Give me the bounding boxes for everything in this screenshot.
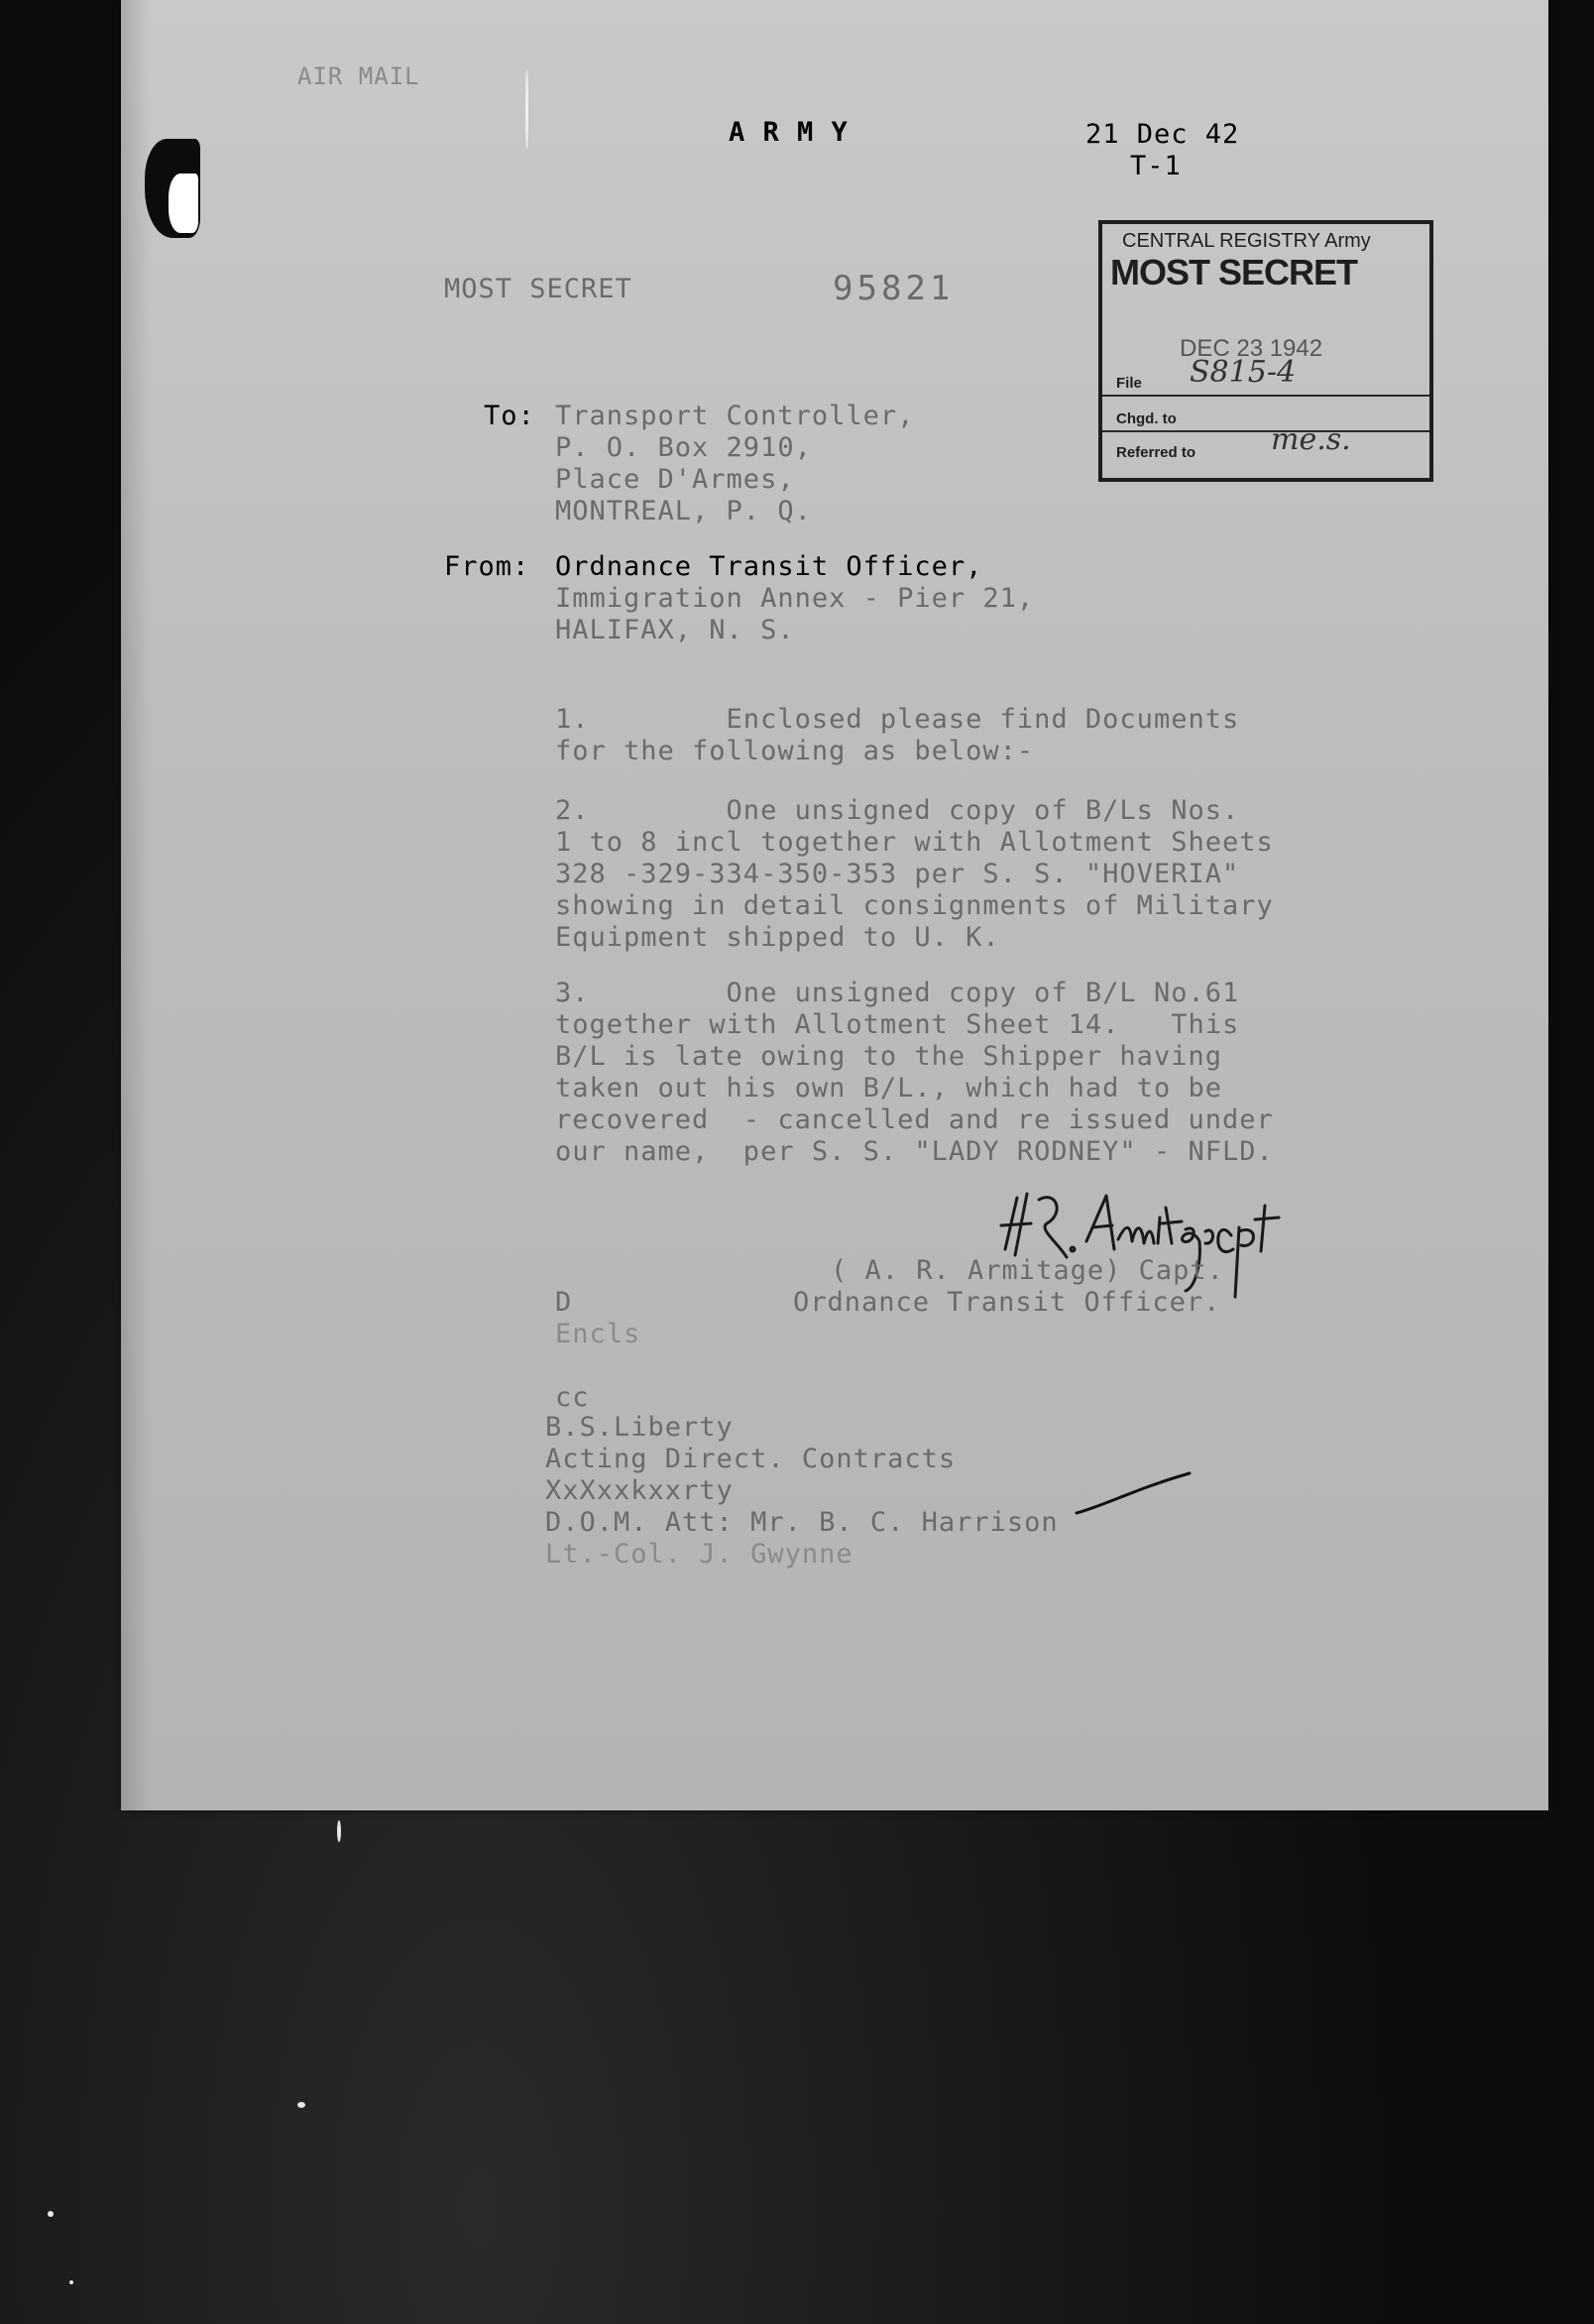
stamp-classification: MOST SECRET [1110,252,1358,292]
paragraph-3-line-4: taken out his own B/L., which had to be [555,1073,1222,1104]
paragraph-3-line-5: recovered - cancelled and re issued under [555,1104,1274,1135]
paragraph-2-line-5: Equipment shipped to U. K. [555,922,1000,953]
stamp-date: DEC 23 1942 [1180,335,1323,362]
cc-recipient-1: B.S.Liberty [545,1412,734,1443]
from-line-1: Ordnance Transit Officer, [555,551,983,582]
paragraph-1-line-2: for the following as below:- [555,736,1035,766]
paragraph-2-line-3: 328 -329-334-350-353 per S. S. "HOVERIA" [555,859,1240,889]
paragraph-3-line-2: together with Allotment Sheet 14. This [555,1009,1240,1040]
cc-recipient-2: Acting Direct. Contracts [545,1444,957,1474]
paragraph-3-line-1: 3. One unsigned copy of B/L No.61 [555,978,1240,1008]
check-mark [1071,1467,1199,1527]
paragraph-2-line-1: 2. One unsigned copy of B/Ls Nos. [555,795,1240,826]
scan-speck [525,69,528,149]
paragraph-1-line-1: 1. Enclosed please find Documents [555,704,1240,735]
stamp-file-value: S815-4 [1190,355,1297,390]
cc-recipient-4: D.O.M. Att: Mr. B. C. Harrison [545,1507,1059,1538]
from-line-2: Immigration Annex - Pier 21, [555,583,1035,614]
serial-number: 95821 [833,269,955,308]
paragraph-3-line-3: B/L is late owing to the Shipper having [555,1041,1222,1072]
stamp-registry: CENTRAL REGISTRY Army [1122,230,1371,252]
from-line-3: HALIFAX, N. S. [555,615,795,645]
to-line-1: Transport Controller, [555,401,915,431]
letter-ref: T-1 [1130,151,1182,181]
letter-date: 21 Dec 42 [1085,119,1240,150]
signatory-title: Ordnance Transit Officer. [793,1287,1221,1318]
cc-recipient-5: Lt.-Col. J. Gwynne [545,1539,854,1569]
paragraph-3-line-6: our name, per S. S. "LADY RODNEY" - NFLD. [555,1136,1274,1167]
typist-initial: D [555,1287,573,1318]
to-label: To: [484,401,535,431]
to-line-2: P. O. Box 2910, [555,432,812,463]
scan-speck [48,2211,54,2217]
cc-label: cc [555,1382,590,1413]
stamp-chgd-label: Chgd. to [1116,410,1177,427]
punch-hole-highlight [169,174,198,233]
stamp-referred-label: Referred to [1116,444,1196,461]
stamp-referred-value: me.s. [1271,422,1351,457]
signatory-name: ( A. R. Armitage) Capt. [831,1255,1224,1286]
cc-recipient-3-struck: XxXxxkxxrty [545,1475,734,1506]
signature-text: H.R. Armitage Capt [991,1180,1002,1181]
enclosures-label: Encls [555,1319,641,1349]
to-line-3: Place D'Armes, [555,464,795,495]
central-registry-stamp [1098,220,1433,482]
classification-heading: MOST SECRET [444,274,632,304]
paragraph-2-line-4: showing in detail consignments of Military [555,890,1274,921]
page-edge-shadow [121,0,151,1810]
scan-speck [337,1820,341,1842]
to-line-4: MONTREAL, P. Q. [555,496,812,526]
scan-speck [69,2280,73,2284]
from-label: From: [444,551,530,582]
stamp-file-label: File [1116,375,1142,392]
army-heading: A R M Y [729,117,849,148]
paragraph-2-line-2: 1 to 8 incl together with Allotment Sheets [555,827,1274,858]
air-mail-label: AIR MAIL [297,62,420,90]
scan-speck [297,2102,305,2108]
